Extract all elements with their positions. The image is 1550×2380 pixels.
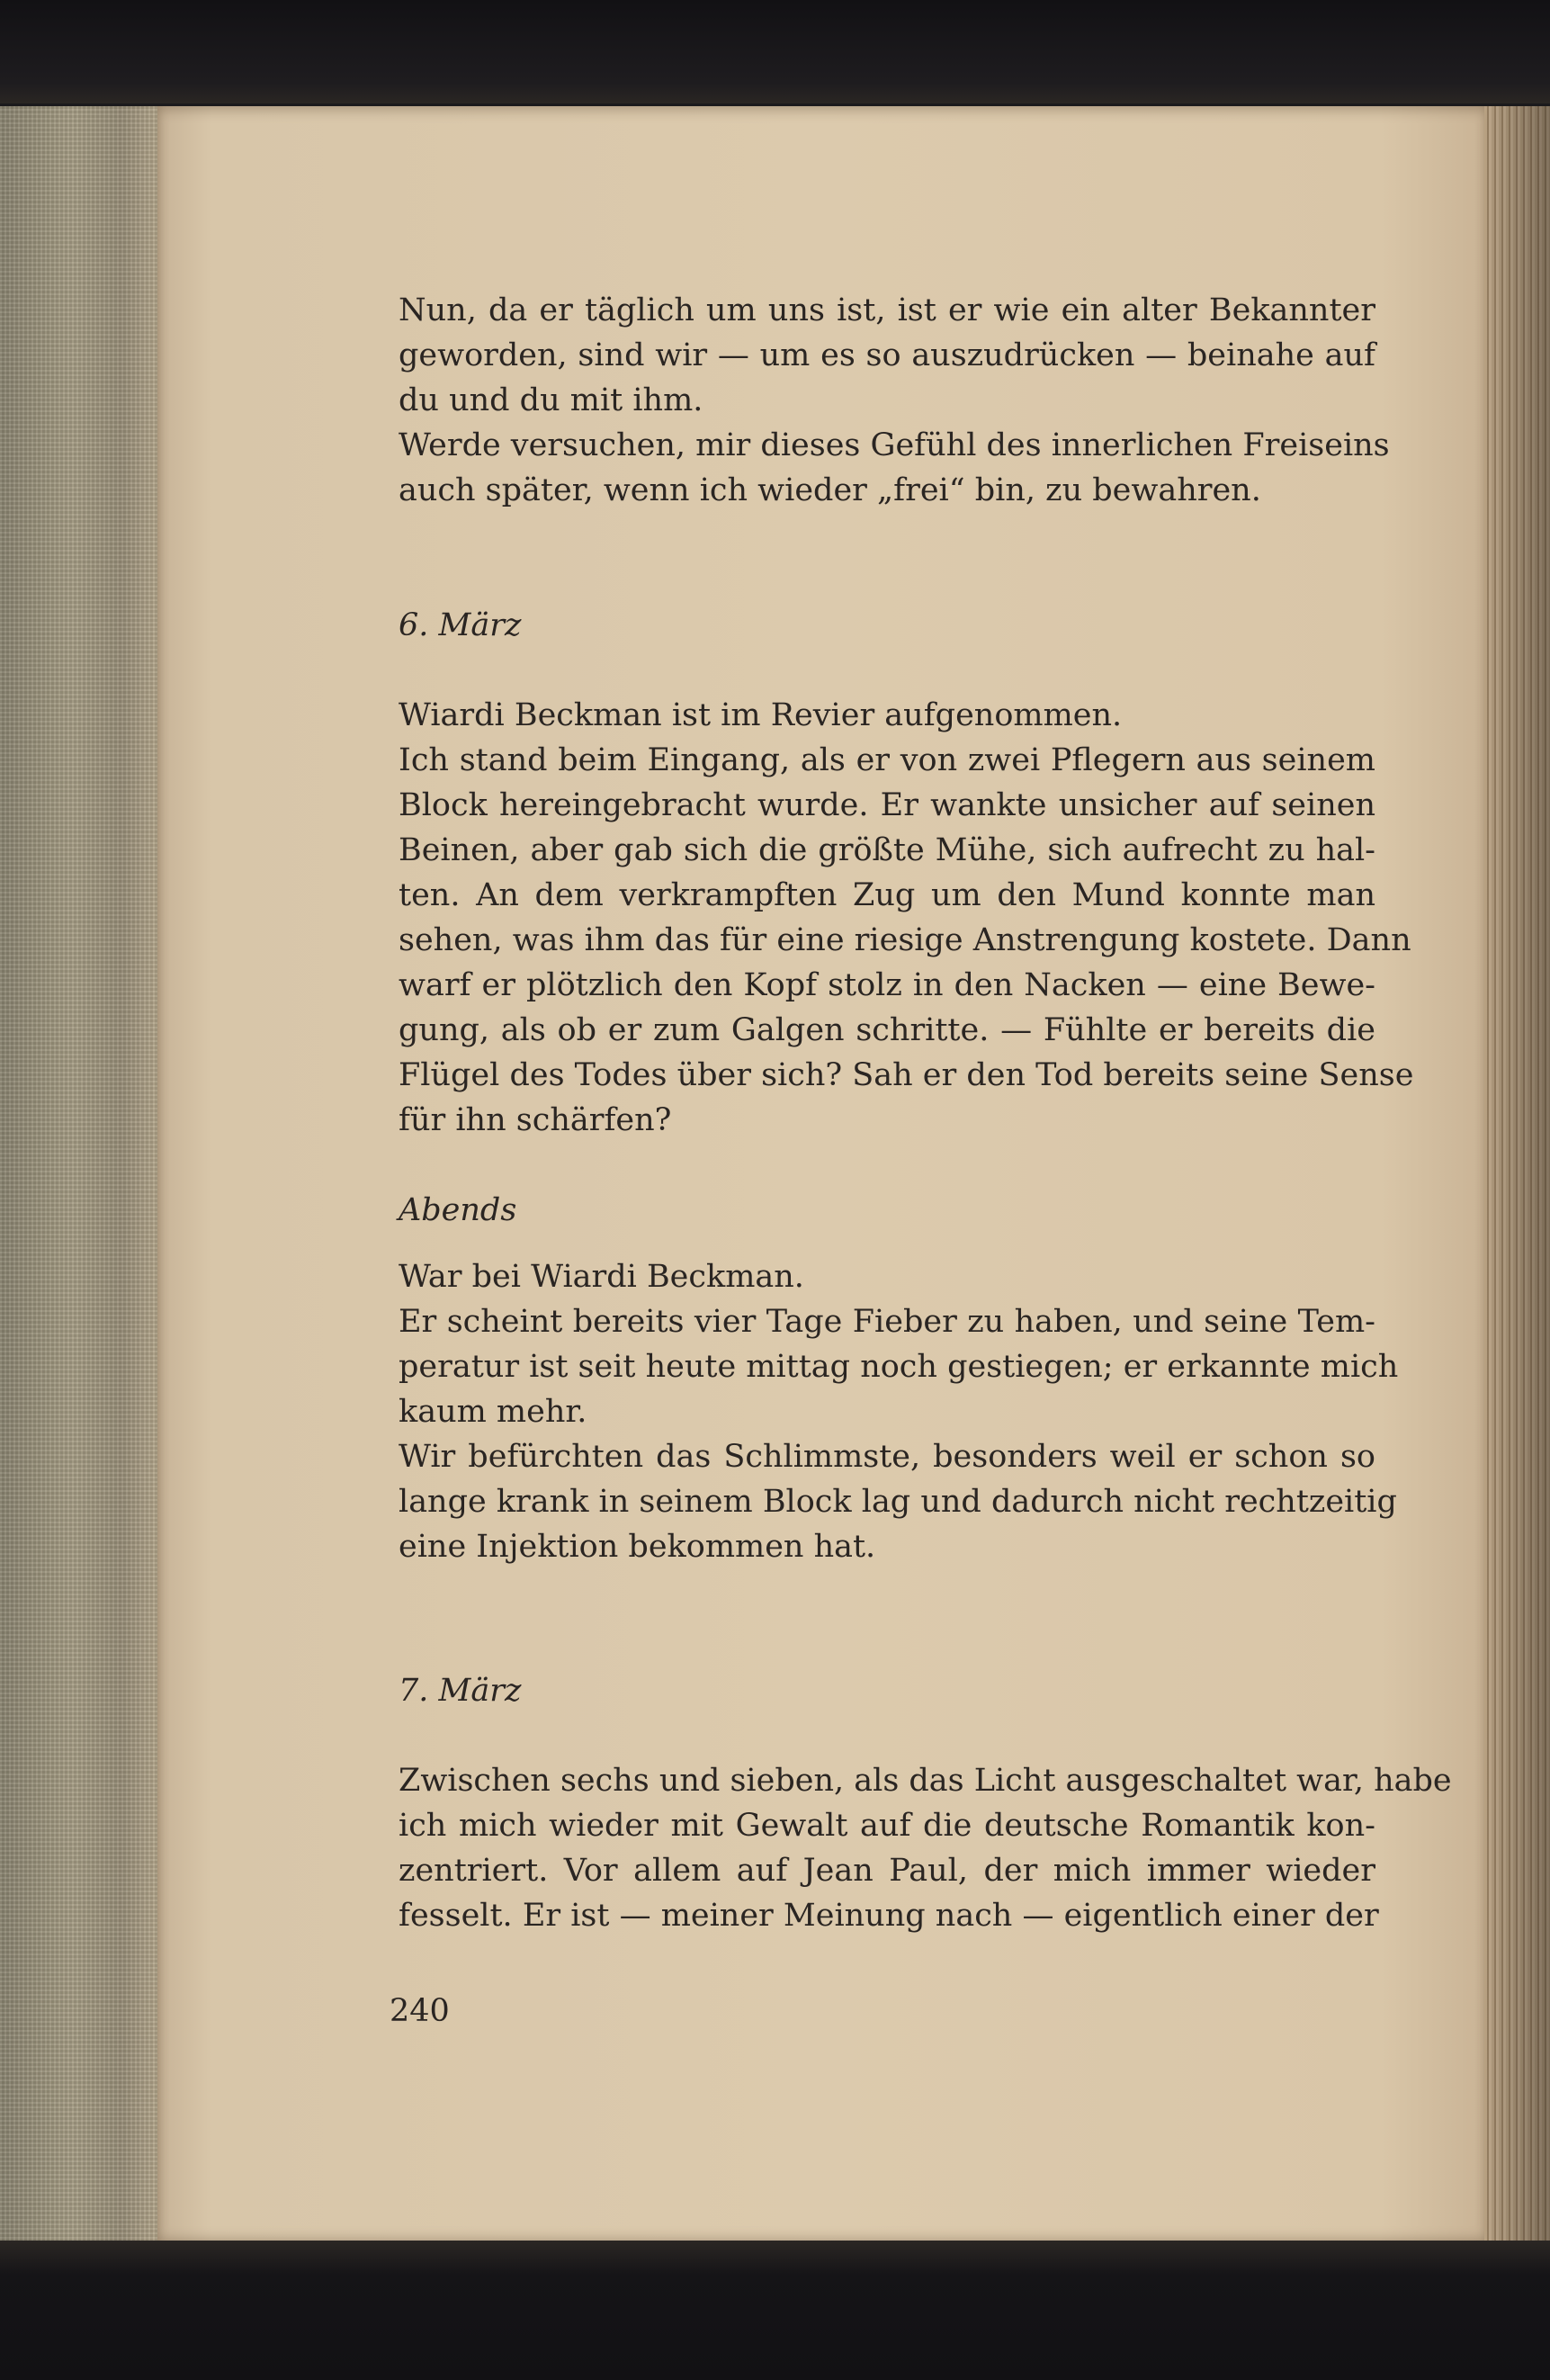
text-line: Flügel des Todes über sich? Sah er den Tod bereits seine Sense bbox=[399, 1057, 1414, 1093]
top-shadow bbox=[0, 0, 1550, 103]
text-line: peratur ist seit heute mittag noch gestiegen; er erkannte mich bbox=[399, 1349, 1399, 1385]
text-line: kaum mehr. bbox=[399, 1394, 587, 1430]
entry-heading-march-6: 6. März bbox=[399, 607, 522, 643]
entry-heading-abends: Abends bbox=[399, 1192, 517, 1228]
text-line: du und du mit ihm. bbox=[399, 382, 703, 418]
text-line: fesselt. Er ist — meiner Meinung nach — eigentlich einer der bbox=[399, 1898, 1379, 1934]
text-line: Ich stand beim Eingang, als er von zwei Pflegern aus seinem bbox=[399, 742, 1375, 778]
text-line: auch später, wenn ich wieder „frei“ bin, zu bewahren. bbox=[399, 472, 1261, 508]
text-line: sehen, was ihm das für eine riesige Anstrengung kostete. Dann bbox=[399, 922, 1411, 958]
spacer bbox=[399, 1569, 1375, 1668]
page-number: 240 bbox=[390, 1993, 450, 2029]
spacer bbox=[399, 1713, 1375, 1758]
text-line: Block hereingebracht wurde. Er wankte unsicher auf seinen bbox=[399, 787, 1375, 823]
text-line: Werde versuchen, mir dieses Gefühl des innerlichen Freiseins bbox=[399, 427, 1390, 463]
spacer bbox=[399, 648, 1375, 693]
entry-heading-march-7: 7. März bbox=[399, 1673, 522, 1709]
text-line: lange krank in seinem Block lag und dadurch nicht rechtzeitig bbox=[399, 1484, 1397, 1520]
bottom-shadow bbox=[0, 2241, 1550, 2380]
page-text bbox=[399, 288, 1452, 1938]
text-line: Zwischen sechs und sieben, als das Licht ausgeschaltet war, habe bbox=[399, 1763, 1452, 1799]
text-line: gung, als ob er zum Galgen schritte. — Fühlte er bereits die bbox=[399, 1012, 1375, 1048]
text-line: geworden, sind wir — um es so auszudrücken — beinahe auf bbox=[399, 337, 1375, 373]
text-line: Beinen, aber gab sich die größte Mühe, sich aufrecht zu hal- bbox=[399, 832, 1375, 868]
text-line: ten. An dem verkrampften Zug um den Mund konnte man bbox=[399, 877, 1375, 913]
text-line: War bei Wiardi Beckman. bbox=[399, 1259, 804, 1295]
spacer bbox=[399, 513, 1375, 603]
text-line: zentriert. Vor allem auf Jean Paul, der mich immer wieder bbox=[399, 1853, 1375, 1889]
text-line: Nun, da er täglich um uns ist, ist er wie ein alter Bekannter bbox=[399, 292, 1375, 328]
text-line: warf er plötzlich den Kopf stolz in den Nacken — eine Bewe- bbox=[399, 967, 1375, 1003]
book-spine-cloth bbox=[0, 106, 162, 2257]
page-edges bbox=[1484, 106, 1550, 2243]
spacer bbox=[399, 1143, 1375, 1188]
text-line: eine Injektion bekommen hat. bbox=[399, 1529, 876, 1565]
spacer bbox=[399, 1233, 1375, 1254]
text-line: für ihn schärfen? bbox=[399, 1102, 672, 1138]
text-line: Er scheint bereits vier Tage Fieber zu haben, und seine Tem- bbox=[399, 1304, 1375, 1340]
text-line: ich mich wieder mit Gewalt auf die deutsche Romantik kon- bbox=[399, 1808, 1375, 1844]
text-line: Wir befürchten das Schlimmste, besonders weil er schon so bbox=[399, 1439, 1375, 1475]
text-line: Wiardi Beckman ist im Revier aufgenommen. bbox=[399, 697, 1123, 733]
